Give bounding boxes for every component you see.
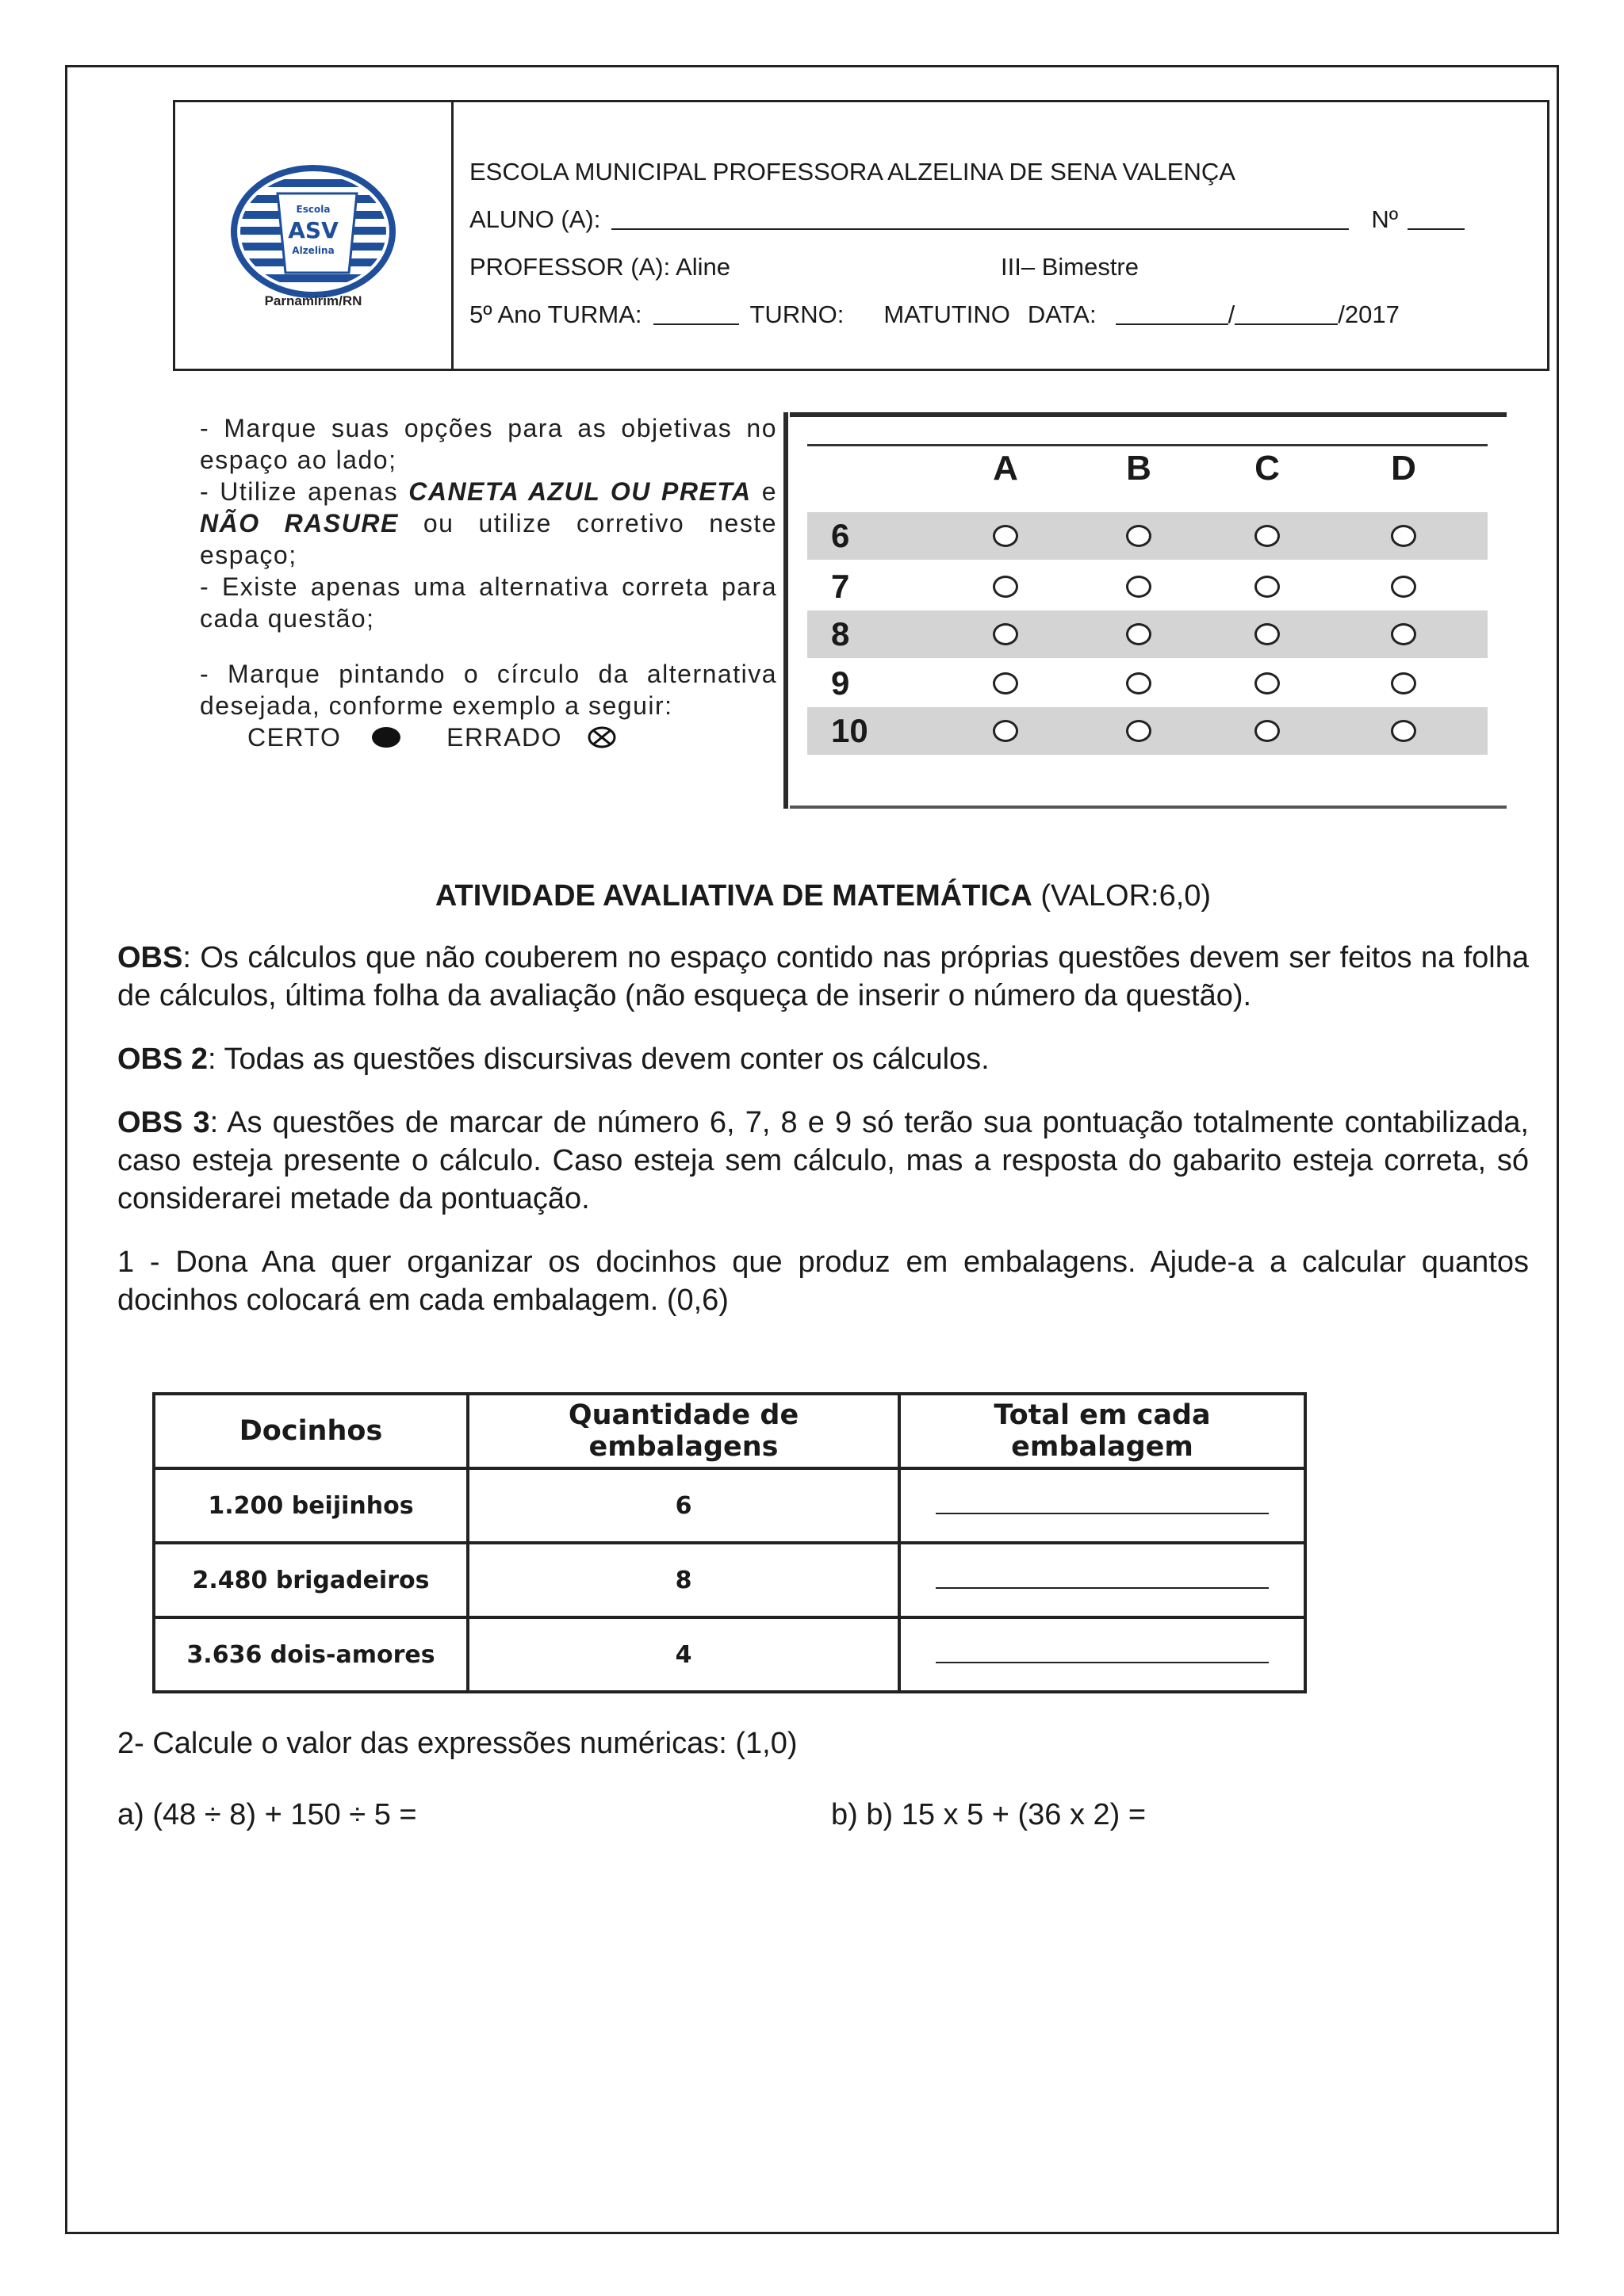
obs-1-text: : Os cálculos que não couberem no espaço contido nas próprias questões devem ser feitos na folha de cálculos, última folha da avaliação (não esqueça de inserir o número da questão). (117, 941, 1529, 1012)
instruction-2: - Utilize apenas CANETA AZUL OU PRETA e NÃO RASURE ou utilize corretivo neste espaço; (200, 477, 778, 569)
bimestre-label: III– Bimestre (1001, 253, 1139, 281)
obs-1 (117, 939, 1529, 1015)
logo-line2: ASV (288, 217, 339, 243)
answer-bubble[interactable] (1254, 623, 1280, 645)
answer-row (807, 707, 1488, 755)
data-label: DATA: (1027, 300, 1097, 328)
answer-bubble[interactable] (1126, 623, 1151, 645)
answer-bubble[interactable] (1391, 623, 1416, 645)
answer-bubble[interactable] (1126, 525, 1151, 547)
aluno-field[interactable] (611, 209, 1349, 230)
answer-bubble[interactable] (1254, 576, 1280, 598)
professor-label: PROFESSOR (A): Aline (469, 253, 731, 281)
answer-row (807, 610, 1488, 658)
answer-bubble[interactable] (1126, 720, 1151, 742)
question-1: 1 - Dona Ana quer organizar os docinhos que produz em embalagens. Ajude-a a calcular quantos docinhos colocará em cada embalagem. (0,6) (117, 1246, 1529, 1317)
answer-bubble[interactable] (1126, 672, 1151, 695)
main-content (117, 877, 1529, 1341)
answer-bubble[interactable] (1126, 576, 1151, 598)
logo-line3: Alzelina (292, 245, 335, 256)
qtd-cell: 8 (468, 1543, 899, 1617)
answer-bubble[interactable] (1254, 525, 1280, 547)
grid-top-border (790, 412, 1507, 417)
table-row (154, 1617, 1305, 1692)
expression-a: a) (48 ÷ 8) + 150 ÷ 5 = (117, 1798, 417, 1831)
numero-label: Nº (1371, 205, 1399, 233)
header-info (454, 102, 1547, 369)
obs-3-text: : As questões de marcar de número 6, 7, 8 e 9 só terão sua pontuação totalmente contabilizada, caso esteja presente o cálculo. Caso esteja sem cálculo, mas a resposta do gabarito esteja correta, só considerarei metade da pontuação. (117, 1106, 1529, 1215)
year-value: /2017 (1338, 300, 1400, 328)
total-cell (899, 1543, 1305, 1617)
column-header: Quantidade de embalagens (468, 1394, 899, 1468)
instructions-block (200, 412, 777, 753)
obs-2 (117, 1040, 1529, 1078)
qtd-cell: 6 (468, 1468, 899, 1543)
header-box (173, 100, 1549, 371)
answer-bubble[interactable] (993, 576, 1018, 598)
answer-bubble[interactable] (993, 720, 1018, 742)
question-number: 6 (831, 517, 850, 554)
school-logo (230, 162, 396, 304)
month-field[interactable] (1235, 304, 1338, 325)
numero-field[interactable] (1408, 209, 1465, 230)
question-number: 10 (831, 712, 868, 749)
ano-turma-label: 5º Ano TURMA: (469, 300, 642, 328)
question-2: 2- Calcule o valor das expressões numéricas: (1,0) (117, 1727, 798, 1760)
answer-row (807, 660, 1488, 707)
answer-blank[interactable] (936, 1565, 1269, 1589)
sweets-table (152, 1392, 1307, 1693)
answer-bubble[interactable] (1391, 576, 1416, 598)
question-number: 9 (831, 664, 850, 702)
table-row (154, 1468, 1305, 1543)
aluno-line (469, 196, 1547, 243)
answer-bubble[interactable] (993, 623, 1018, 645)
answer-bubble[interactable] (1391, 672, 1416, 695)
option-label: A (993, 449, 1018, 488)
certo-label: CERTO (247, 723, 342, 752)
qtd-cell: 4 (468, 1617, 899, 1692)
table-row (154, 1543, 1305, 1617)
answer-blank[interactable] (936, 1640, 1269, 1663)
total-cell (899, 1617, 1305, 1692)
day-field[interactable] (1116, 304, 1228, 325)
filled-circle-icon (372, 727, 400, 748)
turno-value: MATUTINO (883, 300, 1010, 328)
answer-blank[interactable] (936, 1490, 1269, 1514)
instruction-2-bold-2: NÃO RASURE (200, 509, 399, 538)
obs-3 (117, 1104, 1529, 1218)
expression-b: b) b) 15 x 5 + (36 x 2) = (831, 1798, 1147, 1831)
instruction-1: - Marque suas opções para as objetivas no espaço ao lado; (200, 414, 777, 474)
option-label: B (1126, 449, 1151, 488)
answer-bubble[interactable] (1254, 672, 1280, 695)
docinho-cell: 1.200 beijinhos (154, 1468, 468, 1543)
grid-bottom-border (790, 806, 1507, 809)
answer-bubble[interactable] (1254, 720, 1280, 742)
activity-value: (VALOR:6,0) (1032, 879, 1212, 913)
example-line (200, 721, 777, 753)
logo-line1: Escola (296, 204, 331, 215)
activity-title (117, 877, 1529, 915)
answer-row (807, 512, 1488, 560)
turma-line: 5º Ano TURMA: TURNO: MATUTINO DATA: / /2017 (469, 300, 1400, 328)
answer-bubble[interactable] (993, 672, 1018, 695)
activity-title-bold: ATIVIDADE AVALIATIVA DE MATEMÁTICA (435, 879, 1032, 913)
docinho-cell: 3.636 dois-amores (154, 1617, 468, 1692)
question-number: 7 (831, 568, 850, 605)
answer-bubble[interactable] (993, 525, 1018, 547)
docinho-cell: 2.480 brigadeiros (154, 1543, 468, 1617)
answer-bubble[interactable] (1391, 720, 1416, 742)
turno-label: TURNO: (749, 300, 845, 328)
instructions-divider (783, 412, 788, 809)
grid-header-rule (807, 444, 1488, 446)
table-header-row (154, 1394, 1305, 1468)
aluno-label: ALUNO (A): (469, 205, 601, 233)
obs-3-label: OBS 3 (117, 1106, 210, 1139)
answer-row (807, 563, 1488, 610)
instruction-3: - Existe apenas uma alternativa correta para cada questão; (200, 572, 777, 633)
question-number: 8 (831, 615, 850, 652)
option-label: D (1391, 449, 1416, 488)
column-header: Docinhos (154, 1394, 468, 1468)
column-header: Total em cada embalagem (899, 1394, 1305, 1468)
errado-label: ERRADO (446, 723, 563, 752)
obs-2-label: OBS 2 (117, 1043, 209, 1076)
turma-field[interactable] (653, 304, 739, 325)
school-name: ESCOLA MUNICIPAL PROFESSORA ALZELINA DE SENA VALENÇA (469, 158, 1235, 186)
school-logo-cell (175, 102, 454, 369)
answer-bubble[interactable] (1391, 525, 1416, 547)
obs-1-label: OBS (117, 941, 183, 974)
professor-line (469, 243, 1547, 291)
instruction-2-bold-1: CANETA AZUL OU PRETA (408, 477, 752, 506)
instruction-4: - Marque pintando o círculo da alternativa desejada, conforme exemplo a seguir: (200, 660, 777, 720)
crossed-circle-icon (586, 725, 618, 749)
total-cell (899, 1468, 1305, 1543)
answer-grid-header (807, 449, 1488, 493)
obs-2-text: : Todas as questões discursivas devem conter os cálculos. (208, 1043, 990, 1076)
option-label: C (1254, 449, 1280, 488)
logo-city: Parnamirim/RN (264, 293, 362, 308)
